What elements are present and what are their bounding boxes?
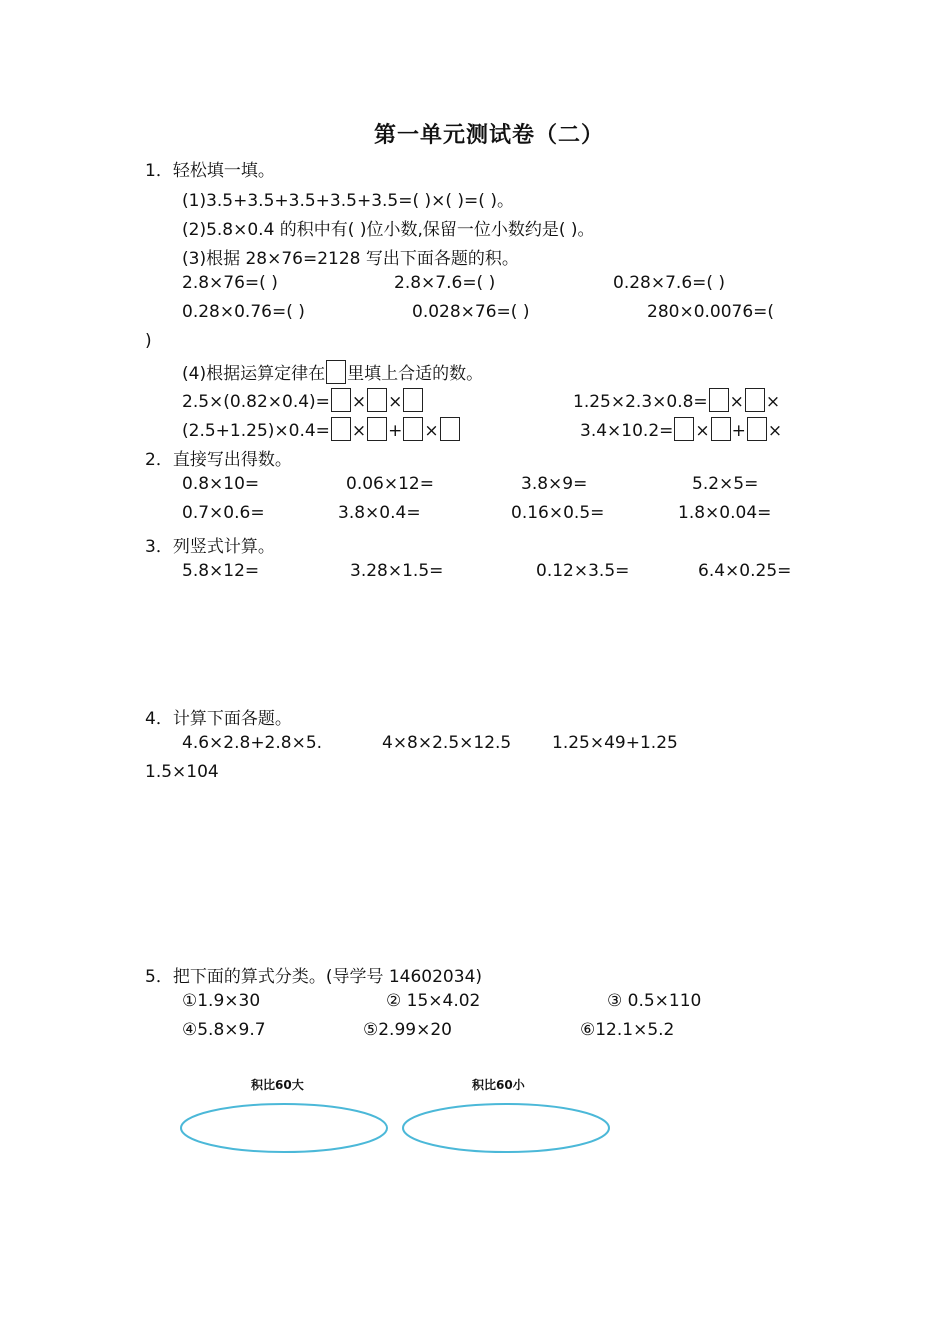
times-sign: ×	[765, 392, 781, 412]
s2-item: 3.8×9=	[521, 474, 588, 494]
answer-box[interactable]	[367, 417, 387, 441]
label-greater-than-60: 积比60大	[251, 1078, 304, 1092]
q1-4-post: 里填上合适的数。	[347, 364, 484, 384]
q1-4-row1a	[182, 388, 424, 412]
q1-3: (3)根据 28×76=2128 写出下面各题的积。	[182, 249, 519, 269]
q1-1: (1)3.5+3.5+3.5+3.5+3.5=( )×( )=( )。	[182, 191, 514, 211]
section-2-heading: 2．直接写出得数。	[145, 450, 292, 470]
q1-2: (2)5.8×0.4 的积中有( )位小数,保留一位小数约是( )。	[182, 220, 595, 240]
section-4-heading: 4．计算下面各题。	[145, 709, 292, 729]
q1-3-item: 2.8×76=( )	[182, 273, 278, 293]
times-sign: ×	[767, 421, 783, 441]
s5-item: ④5.8×9.7	[182, 1020, 266, 1040]
plus-sign: +	[388, 421, 403, 441]
q1-4-row2b	[580, 417, 782, 441]
times-sign: ×	[388, 392, 403, 412]
expr: 3.4×10.2=	[580, 421, 674, 441]
q1-3-item: 0.28×0.76=( )	[182, 302, 305, 322]
s5-item: ⑥12.1×5.2	[580, 1020, 675, 1040]
s3-item: 6.4×0.25=	[698, 561, 792, 581]
s2-item: 0.7×0.6=	[182, 503, 265, 523]
s2-item: 0.8×10=	[182, 474, 260, 494]
q1-4-row2a	[182, 417, 461, 441]
answer-box[interactable]	[403, 388, 423, 412]
section-5-heading: 5．把下面的算式分类。(导学号 14602034)	[145, 967, 483, 987]
s2-item: 3.8×0.4=	[338, 503, 421, 523]
sorting-ellipses	[175, 1098, 625, 1160]
page-title: 第一单元测试卷（二）	[374, 122, 605, 148]
answer-box[interactable]	[326, 360, 346, 384]
answer-box[interactable]	[711, 417, 731, 441]
s4-item: 1.25×49+1.25	[552, 733, 678, 753]
s2-item: 5.2×5=	[692, 474, 759, 494]
times-sign: ×	[351, 392, 367, 412]
answer-box[interactable]	[440, 417, 460, 441]
q1-4-row1b	[573, 388, 780, 412]
s4-item: 1.5×104	[145, 762, 219, 782]
q1-4-pre: (4)根据运算定律在	[182, 364, 326, 384]
s3-item: 3.28×1.5=	[350, 561, 444, 581]
times-sign: ×	[729, 392, 744, 412]
ellipse-less-than-60[interactable]	[403, 1104, 609, 1152]
q1-3-item: 2.8×7.6=( )	[394, 273, 496, 293]
answer-box[interactable]	[367, 388, 387, 412]
s5-item: ⑤2.99×20	[363, 1020, 452, 1040]
s5-item: ② 15×4.02	[386, 991, 481, 1011]
ellipse-greater-than-60[interactable]	[181, 1104, 387, 1152]
times-sign: ×	[424, 421, 439, 441]
q1-4	[182, 359, 483, 384]
times-sign: ×	[351, 421, 367, 441]
answer-box[interactable]	[745, 388, 765, 412]
expr: 2.5×(0.82×0.4)=	[182, 392, 330, 412]
expr: (2.5+1.25)×0.4=	[182, 421, 330, 441]
s3-item: 5.8×12=	[182, 561, 260, 581]
s4-item: 4×8×2.5×12.5	[382, 733, 512, 753]
s4-item: 4.6×2.8+2.8×5.	[182, 733, 323, 753]
answer-box[interactable]	[331, 417, 351, 441]
label-less-than-60: 积比60小	[472, 1078, 525, 1092]
q1-3-item: 0.28×7.6=( )	[613, 273, 726, 293]
answer-box[interactable]	[747, 417, 767, 441]
answer-box[interactable]	[403, 417, 423, 441]
answer-box[interactable]	[674, 417, 694, 441]
section-3-heading: 3．列竖式计算。	[145, 537, 275, 557]
section-1-heading: 1．轻松填一填。	[145, 161, 275, 181]
s3-item: 0.12×3.5=	[536, 561, 630, 581]
s2-item: 0.16×0.5=	[511, 503, 605, 523]
times-sign: ×	[695, 421, 710, 441]
s5-item: ③ 0.5×110	[607, 991, 702, 1011]
q1-3-item: 280×0.0076=(	[647, 302, 775, 322]
s5-item: ①1.9×30	[182, 991, 261, 1011]
expr: 1.25×2.3×0.8=	[573, 392, 708, 412]
s2-item: 0.06×12=	[346, 474, 434, 494]
answer-box[interactable]	[709, 388, 729, 412]
plus-sign: +	[731, 421, 746, 441]
s2-item: 1.8×0.04=	[678, 503, 772, 523]
q1-3-item: 0.028×76=( )	[412, 302, 530, 322]
q1-3-wrap: )	[145, 331, 152, 351]
answer-box[interactable]	[331, 388, 351, 412]
